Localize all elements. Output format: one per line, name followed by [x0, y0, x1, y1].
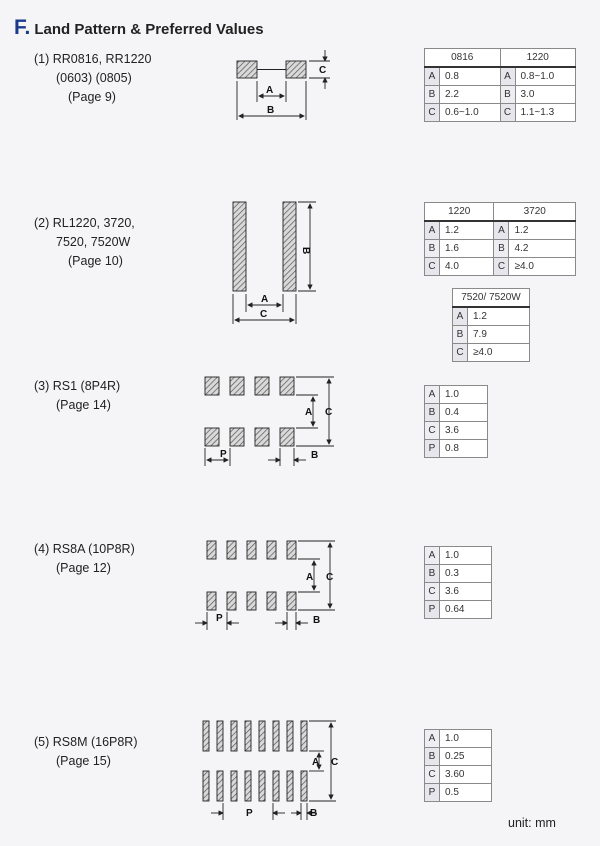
- table-cell: 3.6: [440, 583, 492, 601]
- section-letter: F.: [14, 16, 31, 39]
- pad: [301, 721, 307, 751]
- table-cell: B: [425, 240, 440, 258]
- dim-label-c: C: [319, 65, 327, 76]
- pad: [217, 771, 223, 801]
- table-cell: P: [425, 601, 440, 619]
- table-cell: B: [425, 404, 440, 422]
- table-cell: 0.6~1.0: [440, 104, 501, 122]
- table-cell: B: [453, 326, 468, 344]
- table-cell: 1.6: [440, 240, 494, 258]
- table-cell: B: [425, 748, 440, 766]
- table-cell: A: [425, 386, 440, 404]
- pad: [247, 541, 256, 559]
- pad: [287, 721, 293, 751]
- pad: [280, 428, 294, 446]
- dim-label-a: A: [312, 757, 320, 768]
- table-cell: 1.2: [468, 307, 530, 326]
- table-cell: A: [425, 221, 440, 240]
- dim-label-a: A: [306, 572, 314, 583]
- section-2-line-2: 7520, 7520W: [56, 235, 131, 249]
- table-row: [425, 258, 576, 276]
- table-cell: 7.9: [468, 326, 530, 344]
- table-header: 0816: [425, 49, 501, 68]
- pad: [280, 377, 294, 395]
- table-row: [425, 784, 492, 802]
- table-row: [425, 422, 488, 440]
- pad: [217, 721, 223, 751]
- dim-label-c: C: [325, 407, 333, 418]
- dim-label-c: C: [260, 309, 268, 320]
- values-table-4: [424, 546, 492, 619]
- pad: [273, 721, 279, 751]
- table-row: [453, 326, 530, 344]
- table-header: 7520/ 7520W: [453, 289, 530, 308]
- table-cell: C: [494, 258, 509, 276]
- section-2-line-1: (2) RL1220, 3720,: [34, 216, 135, 230]
- table-cell: C: [425, 258, 440, 276]
- diagram-1: [237, 50, 330, 120]
- dim-label-b: B: [267, 105, 275, 116]
- pad: [247, 592, 256, 610]
- pad: [231, 771, 237, 801]
- table-row: [425, 565, 492, 583]
- unit-note: unit: mm: [508, 816, 556, 830]
- table-cell: 4.2: [509, 240, 576, 258]
- section-2-line-3: (Page 10): [68, 254, 123, 268]
- values-table-3: [424, 385, 488, 458]
- table-cell: 0.25: [440, 748, 492, 766]
- section-5-line-1: (5) RS8M (16P8R): [34, 735, 138, 749]
- section-1-line-3: (Page 9): [68, 90, 116, 104]
- table-cell: C: [425, 583, 440, 601]
- pad: [267, 592, 276, 610]
- pad: [230, 428, 244, 446]
- table-cell: 0.3: [440, 565, 492, 583]
- section-4-line-2: (Page 12): [56, 561, 111, 575]
- table-cell: C: [425, 766, 440, 784]
- table-cell: 1.0: [440, 386, 488, 404]
- dim-label-b: B: [300, 247, 311, 255]
- table-cell: 0.5: [440, 784, 492, 802]
- section-1-line-1: (1) RR0816, RR1220: [34, 52, 152, 66]
- table-row: [425, 583, 492, 601]
- table-cell: B: [425, 86, 440, 104]
- pad: [227, 541, 236, 559]
- table-header: 1220: [425, 203, 494, 222]
- table-row: [425, 730, 492, 748]
- table-row: [425, 547, 492, 565]
- table-cell: 3.6: [440, 422, 488, 440]
- table-cell: 3.0: [515, 86, 576, 104]
- table-cell: ≥4.0: [509, 258, 576, 276]
- table-cell: 4.0: [440, 258, 494, 276]
- table-row: [425, 404, 488, 422]
- dim-label-b: B: [310, 808, 318, 819]
- pad: [287, 771, 293, 801]
- table-cell: P: [425, 784, 440, 802]
- pad: [245, 771, 251, 801]
- table-cell: C: [425, 422, 440, 440]
- pad: [230, 377, 244, 395]
- table-row: [425, 440, 488, 458]
- diagram-5: [203, 721, 339, 820]
- dim-label-c: C: [331, 757, 339, 768]
- table-cell: 0.8: [440, 440, 488, 458]
- dim-label-a: A: [305, 407, 313, 418]
- pad: [207, 592, 216, 610]
- table-cell: B: [425, 565, 440, 583]
- pad: [207, 541, 216, 559]
- table-cell: 1.1~1.3: [515, 104, 576, 122]
- table-cell: ≥4.0: [468, 344, 530, 362]
- pad: [233, 202, 246, 291]
- table-cell: 1.2: [440, 221, 494, 240]
- pad: [245, 721, 251, 751]
- table-cell: 1.2: [509, 221, 576, 240]
- dim-label-p: P: [246, 808, 253, 819]
- pad: [227, 592, 236, 610]
- values-table-2: [424, 202, 576, 276]
- table-header: 1220: [500, 49, 576, 68]
- table-cell: 1.0: [440, 730, 492, 748]
- table-cell: A: [425, 730, 440, 748]
- pad: [255, 377, 269, 395]
- diagram-2: [233, 202, 316, 324]
- section-5-line-2: (Page 15): [56, 754, 111, 768]
- table-cell: 0.4: [440, 404, 488, 422]
- pad: [205, 377, 219, 395]
- section-3-line-2: (Page 14): [56, 398, 111, 412]
- table-cell: C: [425, 104, 440, 122]
- dim-label-a: A: [266, 85, 274, 96]
- section-3-line-1: (3) RS1 (8P4R): [34, 379, 121, 393]
- section-1-line-2: (0603) (0805): [56, 71, 132, 85]
- table-cell: B: [494, 240, 509, 258]
- dim-label-p: P: [220, 449, 227, 460]
- section-title: Land Pattern & Preferred Values: [34, 21, 264, 38]
- pad: [237, 61, 257, 78]
- table-row: [425, 104, 576, 122]
- pad: [301, 771, 307, 801]
- pad: [203, 771, 209, 801]
- dim-label-p: P: [216, 613, 223, 624]
- dim-label-b: B: [313, 615, 321, 626]
- table-row: [425, 67, 576, 86]
- table-cell: C: [500, 104, 515, 122]
- pad: [273, 771, 279, 801]
- table-row: [453, 344, 530, 362]
- table-cell: 1.0: [440, 547, 492, 565]
- pad: [205, 428, 219, 446]
- table-cell: A: [425, 547, 440, 565]
- table-row: [425, 748, 492, 766]
- table-row: [425, 386, 488, 404]
- pad: [259, 771, 265, 801]
- table-row: [425, 601, 492, 619]
- dim-label-b: B: [311, 450, 319, 461]
- table-cell: A: [453, 307, 468, 326]
- table-row: [425, 766, 492, 784]
- pad: [283, 202, 296, 291]
- values-table-1: [424, 48, 576, 122]
- table-cell: C: [453, 344, 468, 362]
- pad: [267, 541, 276, 559]
- table-cell: 0.64: [440, 601, 492, 619]
- table-header: 3720: [494, 203, 576, 222]
- dim-label-c: C: [326, 572, 334, 583]
- table-row: [425, 221, 576, 240]
- table-cell: 2.2: [440, 86, 501, 104]
- table-row: [453, 307, 530, 326]
- dim-label-a: A: [261, 294, 269, 305]
- section-4-line-1: (4) RS8A (10P8R): [34, 542, 135, 556]
- pad: [203, 721, 209, 751]
- table-cell: B: [500, 86, 515, 104]
- values-table-5: [424, 729, 492, 802]
- table-cell: A: [425, 67, 440, 86]
- table-cell: 0.8~1.0: [515, 67, 576, 86]
- table-cell: 0.8: [440, 67, 501, 86]
- table-row: [425, 240, 576, 258]
- table-cell: 3.60: [440, 766, 492, 784]
- pad: [255, 428, 269, 446]
- table-cell: A: [494, 221, 509, 240]
- table-cell: A: [500, 67, 515, 86]
- pad: [287, 592, 296, 610]
- table-cell: P: [425, 440, 440, 458]
- values-table-2b: [452, 288, 530, 362]
- pad: [231, 721, 237, 751]
- table-row: [425, 86, 576, 104]
- pad: [286, 61, 306, 78]
- pad: [259, 721, 265, 751]
- pad: [287, 541, 296, 559]
